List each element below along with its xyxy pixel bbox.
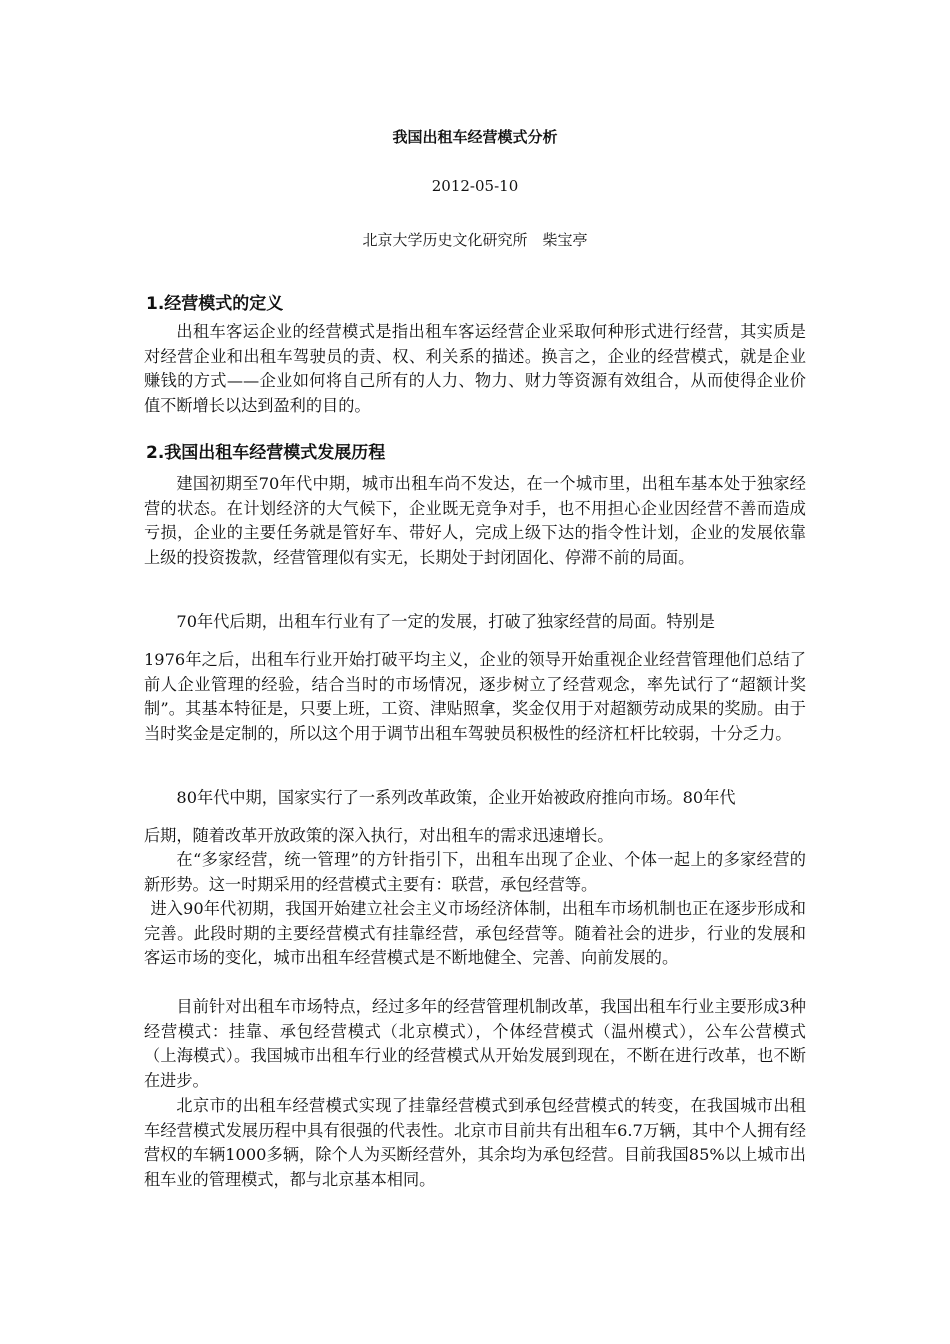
paragraph: 建国初期至70年代中期，城市出租车尚不发达，在一个城市里，出租车基本处于独家经营的状态。在计划经济的大气候下，企业既无竞争对手，也不用担心企业因经营不善而造成亏损，企业的主要任务就是管好车、带好人，完成上级下达的指令性计划，企业的发展依靠上级的投资拨款，经营管理似有实无，长期处于封闭固化、停滞不前的局面。 [144,474,806,567]
paragraph: 70年代后期，出租车行业有了一定的发展，打破了独家经营的局面。特别是 [176,612,715,631]
document-author: 北京大学历史文化研究所 柴宝亭 [362,231,588,249]
paragraph: 80年代中期，国家实行了一系列改革政策，企业开始被政府推向市场。80年代 [176,788,736,807]
paragraph: 在“多家经营，统一管理”的方针指引下，出租车出现了企业、个体一起上的多家经营的新形势。这一时期采用的经营模式主要有：联营，承包经营等。 [144,850,806,894]
section-heading-2: 2.我国出租车经营模式发展历程 [146,443,386,463]
document-title: 我国出租车经营模式分析 [392,128,558,146]
paragraph: 北京市的出租车经营模式实现了挂靠经营模式到承包经营模式的转变，在我国城市出租车经营模式发展历程中具有很强的代表性。北京市目前共有出租车6.7万辆，其中个人拥有经营权的车辆1000多辆，除个人为买断经营外，其余均为承包经营。目前我国85%以上城市出租车业的管理模式，都与北京基本相同。 [144,1096,806,1189]
document-date: 2012-05-10 [431,177,519,195]
paragraph: 进入90年代初期，我国开始建立社会主义市场经济体制，出租车市场机制也正在逐步形成和完善。此段时期的主要经营模式有挂靠经营，承包经营等。随着社会的进步，行业的发展和客运市场的变化，城市出租车经营模式是不断地健全、完善、向前发展的。 [144,899,806,967]
section-heading-1: 1.经营模式的定义 [146,294,284,314]
paragraph: 1976年之后，出租车行业开始打破平均主义，企业的领导开始重视企业经营管理他们总结了前人企业管理的经验，结合当时的市场情况，逐步树立了经营观念，率先试行了“超额计奖制”。其基本特征是，只要上班，工资、津贴照拿，奖金仅用于对超额劳动成果的奖励。由于当时奖金是定制的，所以这个用于调节出租车驾驶员积极性的经济杠杆比较弱，十分乏力。 [144,650,806,743]
paragraph: 目前针对出租车市场特点，经过多年的经营管理机制改革，我国出租车行业主要形成3种经营模式：挂靠、承包经营模式（北京模式），个体经营模式（温州模式），公车公营模式（上海模式）。我国城市出租车行业的经营模式从开始发展到现在，不断在进行改革，也不断在进步。 [144,997,806,1090]
paragraph: 后期，随着改革开放政策的深入执行，对出租车的需求迅速增长。 [144,826,614,845]
paragraph: 出租车客运企业的经营模式是指出租车客运经营企业采取何种形式进行经营，其实质是对经营企业和出租车驾驶员的责、权、利关系的描述。换言之，企业的经营模式，就是企业赚钱的方式——企业如何将自己所有的人力、物力、财力等资源有效组合，从而使得企业价值不断增长以达到盈利的目的。 [144,322,806,415]
